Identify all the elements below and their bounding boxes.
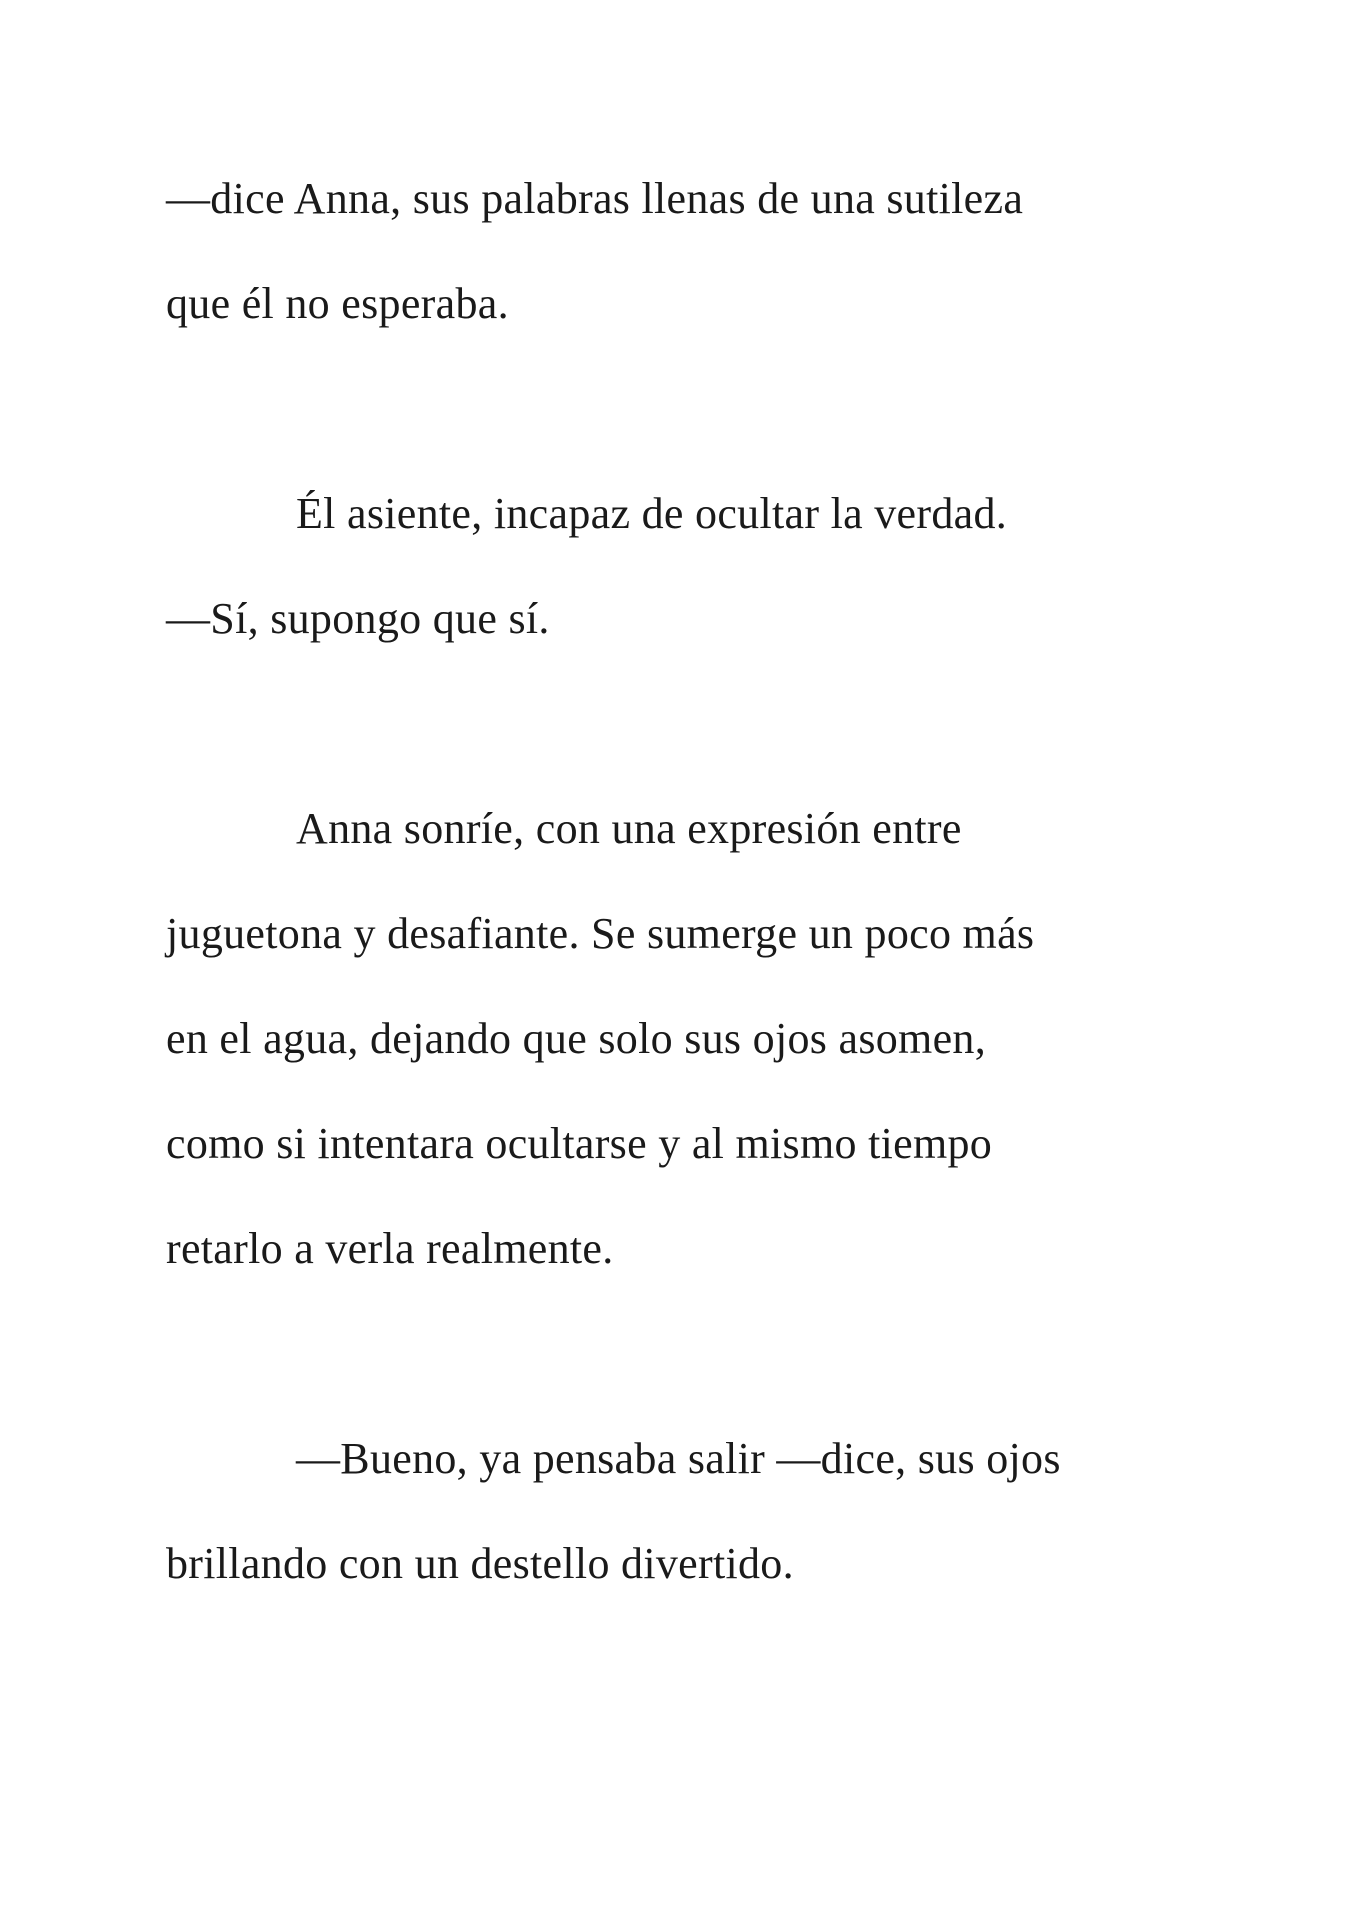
text-line: retarlo a verla realmente. [166, 1224, 614, 1273]
text-line: como si intentara ocultarse y al mismo tiempo [166, 1119, 993, 1168]
text-line: —dice Anna, sus palabras llenas de una sutileza [166, 174, 1024, 223]
text-line: —Sí, supongo que sí. [166, 594, 550, 643]
text-line: Él asiente, incapaz de ocultar la verdad. [296, 489, 1008, 538]
text-line: brillando con un destello divertido. [166, 1539, 794, 1588]
text-line: —Bueno, ya pensaba salir —dice, sus ojos [296, 1434, 1061, 1483]
text-line: que él no esperaba. [166, 279, 509, 328]
text-line: en el agua, dejando que solo sus ojos asomen, [166, 1014, 987, 1063]
text-line: juguetona y desafiante. Se sumerge un poco más [166, 909, 1035, 958]
text-line: Anna sonríe, con una expresión entre [296, 804, 962, 853]
